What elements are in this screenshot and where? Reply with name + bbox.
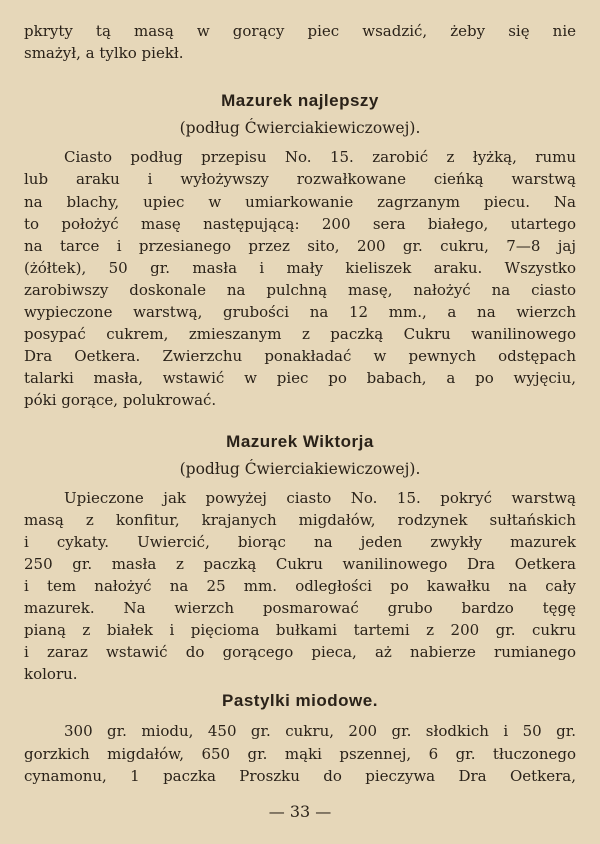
recipe-title-pastylki-miodowe: Pastylki miodowe. [222,691,378,710]
recipe-title-mazurek-wiktorja: Mazurek Wiktorja [226,432,374,451]
recipe-text-line: mazurek. Na wierzch posmarować grubo bardzo tęgę [24,599,576,617]
page-number: — 33 — [268,802,332,821]
recipe-text-line: póki gorące, polukrować. [24,391,217,409]
recipe-text-line: 250 gr. masła z paczką Cukru wanilinowego Dra Oetkera [24,555,576,573]
recipe-text-line: na blachy, upiec w umiarkowanie zagrzanym piecu. Na [24,193,576,211]
recipe-title-mazurek-najlepszy: Mazurek najlepszy [221,91,379,110]
recipe-subtitle: (podług Ćwierciakiewiczowej). [179,460,421,478]
recipe-text-line: koloru. [24,665,78,683]
recipe-text-line: to położyć masę następującą: 200 sera białego, utartego [24,215,576,233]
recipe-text-line: cynamonu, 1 paczka Proszku do pieczywa Dra Oetkera, [24,767,576,785]
recipe-text-line: Upieczone jak powyżej ciasto No. 15. pokryć warstwą [64,489,576,507]
recipe-text-line: 300 gr. miodu, 450 gr. cukru, 200 gr. słodkich i 50 gr. [64,722,576,740]
recipe-text-line: lub araku i wyłożywszy rozwałkowane cieńką warstwą [24,170,576,188]
recipe-text-line: zarobiwszy doskonale na pulchną masę, nałożyć na ciasto [24,281,576,299]
recipe-text-line: pianą z białek i pięcioma bułkami tartemi z 200 gr. cukru [24,621,576,639]
recipe-text-line: posypać cukrem, zmieszanym z paczką Cukru wanilinowego [24,325,576,343]
recipe-text-line: wypieczone warstwą, grubości na 12 mm., a na wierzch [24,303,576,321]
recipe-text-line: (żółtek), 50 gr. masła i mały kieliszek araku. Wszystko [24,259,576,277]
recipe-text-line: Ciasto podług przepisu No. 15. zarobić z łyżką, rumu [64,148,576,166]
recipe-text-line: i tem nałożyć na 25 mm. odległości po kawałku na cały [24,577,576,595]
recipe-text-line: gorzkich migdałów, 650 gr. mąki pszennej, 6 gr. tłuczonego [24,745,576,763]
recipe-text-line: masą z konfitur, krajanych migdałów, rodzynek sułtańskich [24,511,576,529]
intro-line: smażył, a tylko piekł. [24,44,184,62]
recipe-text-line: i zaraz wstawić do gorącego pieca, aż nabierze rumianego [24,643,576,661]
recipe-text-line: Dra Oetkera. Zwierzchu ponakładać w pewnych odstępach [24,347,576,365]
recipe-text-line: i cykaty. Uwiercić, biorąc na jeden zwykły mazurek [24,533,576,551]
recipe-text-line: talarki masła, wstawić w piec po babach, a po wyjęciu, [24,369,576,387]
recipe-subtitle: (podług Ćwierciakiewiczowej). [179,119,421,137]
recipe-text-line: na tarce i przesianego przez sito, 200 gr. cukru, 7—8 jaj [24,237,576,255]
intro-line: pkryty tą masą w gorący piec wsadzić, żeby się nie [24,22,576,40]
